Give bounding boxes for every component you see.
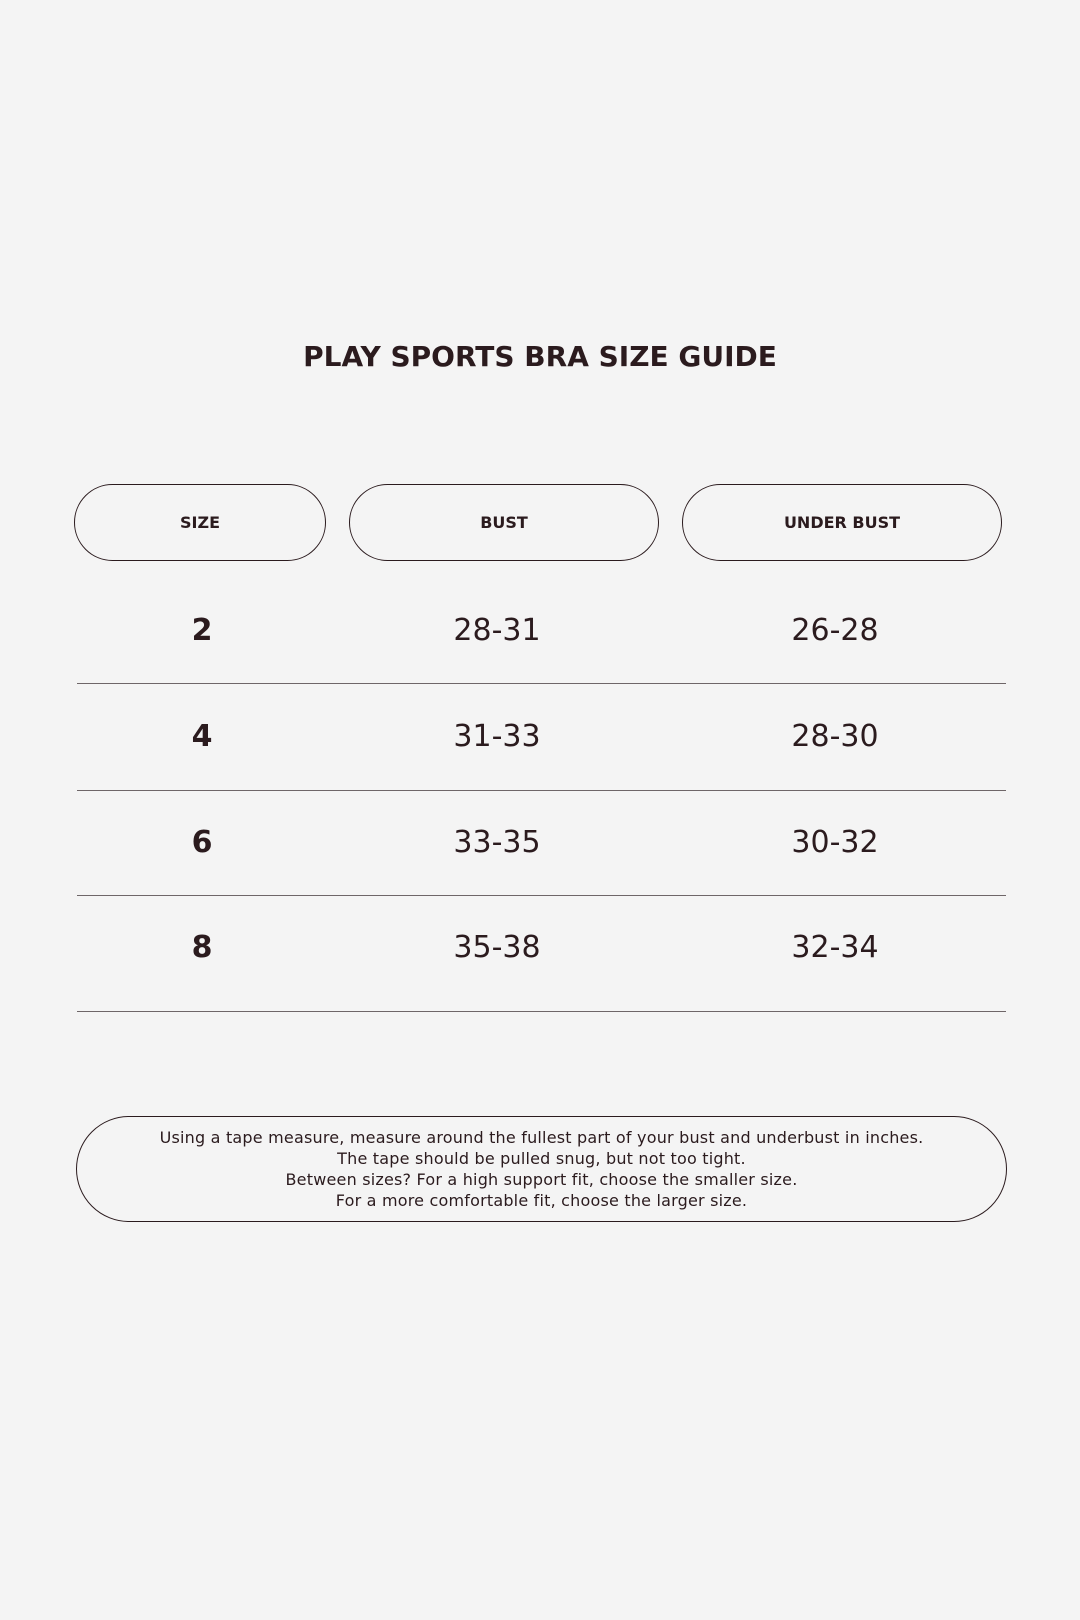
size-cell: 2 — [191, 612, 213, 648]
size-cell: 8 — [191, 930, 213, 965]
row-divider — [77, 1011, 1006, 1012]
table-row — [77, 790, 1006, 895]
bust-cell: 31-33 — [453, 718, 541, 754]
size-cell: 4 — [191, 718, 213, 754]
measuring-instructions — [76, 1116, 1007, 1222]
size-cell: 6 — [191, 825, 213, 860]
instruction-line: Using a tape measure, measure around the fullest part of your bust and underbust in inches. — [159, 1128, 924, 1147]
size-column-header: SIZE — [74, 484, 326, 561]
instruction-line: Between sizes? For a high support fit, choose the smaller size. — [285, 1170, 798, 1189]
under-bust-cell: 28-30 — [791, 718, 879, 754]
table-row — [77, 895, 1006, 1000]
bust-cell: 33-35 — [453, 825, 541, 860]
table-row — [77, 577, 1006, 683]
instruction-line: The tape should be pulled snug, but not too tight. — [337, 1149, 746, 1168]
bust-cell: 28-31 — [453, 612, 541, 648]
instruction-line: For a more comfortable fit, choose the larger size. — [335, 1191, 748, 1210]
page-title: PLAY SPORTS BRA SIZE GUIDE — [303, 340, 777, 373]
bust-column-header: BUST — [349, 484, 659, 561]
table-row — [77, 683, 1006, 789]
under-bust-cell: 26-28 — [791, 612, 879, 648]
under-bust-cell: 32-34 — [791, 930, 879, 965]
bust-cell: 35-38 — [453, 930, 541, 965]
under-bust-column-header: UNDER BUST — [682, 484, 1002, 561]
under-bust-cell: 30-32 — [791, 825, 879, 860]
